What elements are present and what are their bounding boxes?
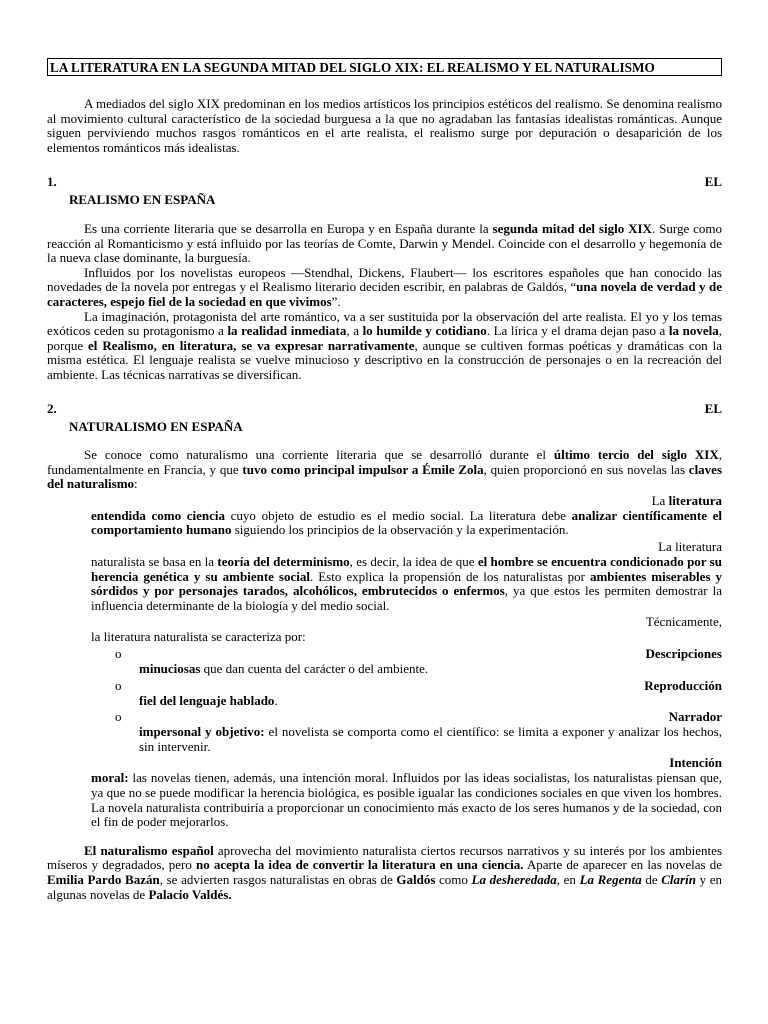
section-heading: NATURALISMO EN ESPAÑA bbox=[69, 418, 243, 434]
section-naturalismo bbox=[47, 402, 722, 903]
sub-list-item: o Reproducción fiel del lenguaje hablado. bbox=[115, 677, 722, 708]
paragraph: La imaginación, protagonista del arte romántico, va a ser sustituida por la observación del arte realista. El yo y los temas exóticos ceden su protagonismo a la realidad inmediata, a lo humilde y cotidiano. La lírica y el drama dejan paso a la novela, porque el Realismo, en literatura, se va expresar narrativamente, aunque se cultiven formas poéticas y dramáticas con la misma estética. El lenguaje realista se vuelve minucioso y descriptivo en la construcción de personajes o en la recreación del ambiente. Las técnicas narrativas se diversifican. bbox=[47, 308, 722, 382]
document-page bbox=[47, 58, 722, 902]
paragraph: El naturalismo español aprovecha del movimiento naturalista ciertos recursos narrativos y su interés por los ambientes míseros y degradados, pero no acepta la idea de convertir la literatura en una ciencia. Aparte de aparecer en las novelas de Emilia Pardo Bazán, se advierten rasgos naturalistas en obras de Galdós como La desheredada, en La Regenta de Clarín y en algunas novelas de Palacio Valdés. bbox=[47, 842, 723, 902]
intro-paragraph: A mediados del siglo XIX predominan en los medios artísticos los principios estéticos del realismo. Se denomina realismo al movimiento cultural característico de la sociedad burguesa a la que no agradaban las fantasías idealistas románticas. Aunque siguen perviviendo muchos rasgos románticos en el arte realista, el realismo surge por depuración o desaparición de los elementos románticos más idealistas. bbox=[47, 96, 722, 155]
paragraph: Se conoce como naturalismo una corriente literaria que se desarrolló durante el último tercio del siglo XIX, fundamentalmente en Francia, y que tuvo como principal impulsor a Émile Zola, quien proporcionó en sus novelas las claves del naturalismo: bbox=[47, 447, 723, 492]
list-item: La literatura entendida como ciencia cuyo objeto de estudio es el medio social. La literatura debe analizar científicamente el comportamiento humano siguiendo los principios de la observación y la experimentación. bbox=[91, 492, 723, 538]
circle-bullet-icon: o bbox=[115, 709, 122, 725]
list-item: La literatura naturalista se basa en la teoría del determinismo, es decir, la idea de que el hombre se encuentra condicionado por su herencia genética y su ambiente social. Esto explica la propensión de los naturalistas por ambientes miserables y sórdidos y por personajes tarados, alcohólicos, embrutecidos o enfermos, ya que estos les permiten demostrar la influencia determinante de la biología y del medio social. bbox=[91, 539, 722, 613]
paragraph: Influidos por los novelistas europeos —Stendhal, Dickens, Flaubert— los escritores españoles que han conocido las novedades de la novela por entregas y el Realismo literario deciden escribir, en palabras de Galdós, “una novela de verdad y de caracteres, espejo fiel de la sociedad en que vivimos”. bbox=[47, 264, 722, 309]
page-title: LA LITERATURA EN LA SEGUNDA MITAD DEL SIGLO XIX: EL REALISMO Y EL NATURALISMO bbox=[47, 58, 722, 76]
paragraph: Es una corriente literaria que se desarrolla en Europa y en España durante la segunda mitad del siglo XIX. Surge como reacción al Romanticismo y está influido por las teorías de Comte, Darwin y Mendel. Coincide con el desarrollo y hegemonía de la nueva clase dominante, la burguesía. bbox=[47, 220, 723, 266]
section-number: 2. bbox=[47, 400, 57, 416]
circle-bullet-icon: o bbox=[115, 646, 122, 662]
sub-list-item: o Narrador impersonal y objetivo: el novelista se comporta como el científico: se limita a exponer y analizar los hechos, sin intervenir. bbox=[115, 709, 722, 754]
section-heading: REALISMO EN ESPAÑA bbox=[69, 192, 216, 208]
section-number: 1. bbox=[47, 174, 57, 190]
circle-bullet-icon: o bbox=[115, 677, 122, 693]
sub-list-item: o Descripciones minuciosas que dan cuenta del carácter o del ambiente. bbox=[115, 646, 722, 677]
section-heading-line bbox=[47, 175, 722, 190]
list-item: Técnicamente, la literatura naturalista se caracteriza por: bbox=[91, 614, 722, 645]
section-realismo bbox=[47, 175, 722, 382]
section-heading-el: EL bbox=[704, 174, 722, 190]
list-item: Intención moral: las novelas tienen, además, una intención moral. Influidos por las ideas socialistas, los naturalistas piensan que, ya que no se puede modificar la herencia biológica, es posible igualar las condiciones sociales en que viven los hombres. La novela naturalista contribuiría a proporcionar un conocimiento más exacto de los seres humanos y de la sociedad, con el fin de poder mejorarlos. bbox=[91, 755, 722, 830]
section-heading-el: EL bbox=[704, 400, 722, 416]
section-heading-line bbox=[47, 402, 722, 417]
